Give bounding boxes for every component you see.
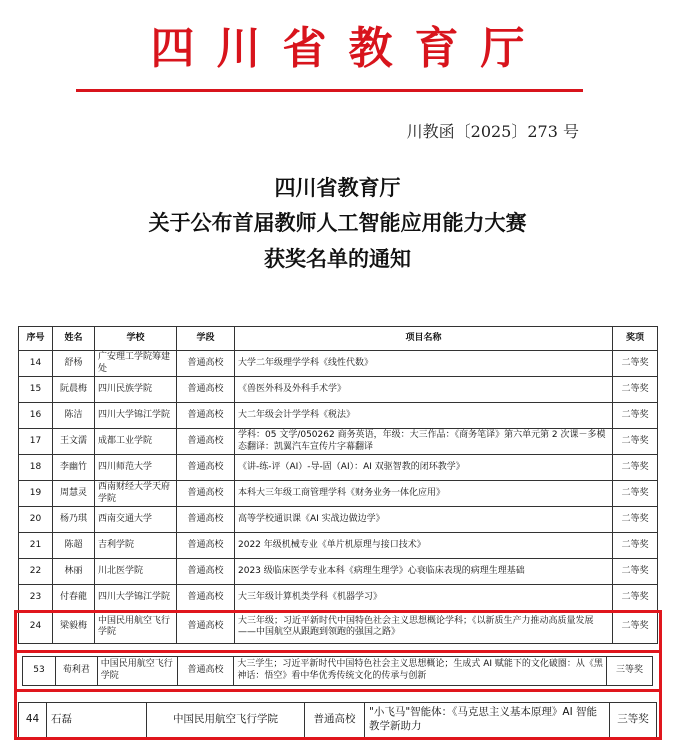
table-row-44 (18, 702, 657, 738)
cell-project: 大学二年级理学学科《线性代数》 (235, 351, 613, 377)
header-stage: 学段 (177, 327, 235, 351)
cell-school: 中国民用航空飞行学院 (147, 703, 305, 737)
cell-project: "小飞马"智能体：《马克思主义基本原理》AI 智能教学新助力 (365, 703, 610, 737)
cell-name: 王文濡 (53, 429, 95, 455)
header-project: 项目名称 (235, 327, 613, 351)
table-header-row (19, 327, 658, 351)
cell-award: 三等奖 (616, 665, 644, 676)
cell-no: 18 (19, 455, 53, 481)
cell-award: 二等奖 (613, 585, 658, 611)
cell-no: 17 (19, 429, 53, 455)
cell-stage: 普通高校 (177, 403, 235, 429)
table-row (19, 533, 658, 559)
cell-award: 二等奖 (613, 481, 658, 507)
cell-stage: 普通高校 (177, 533, 235, 559)
cell-project: 大三学生；习近平新时代中国特色社会主义思想概论；生成式 AI 赋能下的文化破圈：从《黑神话：悟空》看中华优秀传统文化的传承与创新 (234, 657, 607, 685)
cell-award: 二等奖 (613, 507, 658, 533)
cell-name: 付春龍 (53, 585, 95, 611)
header-name: 姓名 (53, 327, 95, 351)
cell-stage: 普通高校 (177, 611, 235, 644)
cell-award: 二等奖 (613, 559, 658, 585)
cell-no: 21 (19, 533, 53, 559)
cell-name: 李幽竹 (53, 455, 95, 481)
cell-project: 大二年级会计学学科《税法》 (235, 403, 613, 429)
cell-stage: 普通高校 (177, 481, 235, 507)
notice-title-line-2: 关于公布首届教师人工智能应用能力大赛 (148, 210, 527, 235)
cell-no: 14 (19, 351, 53, 377)
cell-project: 2023 级临床医学专业本科《病理生理学》心衰临床表现的病理生理基础 (235, 559, 613, 585)
cell-school: 广安理工学院筹建处 (95, 351, 177, 377)
cell-stage: 普通高校 (177, 559, 235, 585)
cell-award: 二等奖 (613, 351, 658, 377)
cell-award: 三等奖 (617, 713, 649, 726)
cell-name: 荀利君 (56, 657, 98, 685)
cell-no: 22 (19, 559, 53, 585)
table-row (19, 377, 658, 403)
cell-no: 15 (19, 377, 53, 403)
letterhead-divider (76, 89, 583, 92)
table-row-53 (22, 656, 653, 686)
cell-name: 陈洁 (53, 403, 95, 429)
cell-school: 中国民用航空飞行学院 (98, 657, 178, 685)
cell-no: 19 (19, 481, 53, 507)
cell-award: 二等奖 (613, 429, 658, 455)
cell-no: 24 (19, 611, 53, 644)
table-row (19, 585, 658, 611)
header-award: 奖项 (613, 327, 658, 351)
table-row (19, 559, 658, 585)
cell-project: 本科大三年级工商管理学科《财务业务一体化应用》 (235, 481, 613, 507)
cell-award: 二等奖 (613, 533, 658, 559)
cell-award: 二等奖 (613, 455, 658, 481)
cell-school: 川北医学院 (95, 559, 177, 585)
cell-stage: 普通高校 (177, 507, 235, 533)
award-table (18, 326, 658, 644)
table-row (19, 507, 658, 533)
letterhead-title: 四川省教育厅 (150, 23, 547, 74)
cell-no: 16 (19, 403, 53, 429)
cell-school: 四川大学锦江学院 (95, 403, 177, 429)
cell-name: 周慧灵 (53, 481, 95, 507)
cell-award: 二等奖 (613, 403, 658, 429)
cell-name: 杨乃琪 (53, 507, 95, 533)
table-row (19, 403, 658, 429)
cell-stage: 普通高校 (177, 351, 235, 377)
cell-stage: 普通高校 (177, 377, 235, 403)
table-row (19, 351, 658, 377)
cell-name: 舒杨 (53, 351, 95, 377)
cell-project: 学科：05 文学/050262 商务英语，年级：大三作品：《商务笔译》第六单元第 2 次课－多模态翻译：凯翼汽车宣传片字幕翻译 (235, 429, 613, 455)
header-no: 序号 (19, 327, 53, 351)
table-row (19, 429, 658, 455)
cell-project: 大三年级；习近平新时代中国特色社会主义思想概论学科；《以新质生产力推动高质量发展——中国航空从跟跑到领跑的强国之路》 (235, 611, 613, 644)
cell-stage: 普通高校 (177, 585, 235, 611)
cell-school: 四川民族学院 (95, 377, 177, 403)
cell-name: 石磊 (47, 703, 147, 737)
cell-school: 四川师范大学 (95, 455, 177, 481)
cell-project: 大三年级计算机类学科《机器学习》 (235, 585, 613, 611)
cell-stage: 普通高校 (178, 657, 235, 685)
notice-title-line-1: 四川省教育厅 (274, 175, 401, 200)
cell-no: 20 (19, 507, 53, 533)
cell-project: 《兽医外科及外科手术学》 (235, 377, 613, 403)
cell-name: 林丽 (53, 559, 95, 585)
document-number: 川教函〔2025〕273 号 (406, 122, 579, 141)
table-row (19, 455, 658, 481)
cell-name: 阮晨梅 (53, 377, 95, 403)
header-school: 学校 (95, 327, 177, 351)
cell-name: 梁毅梅 (53, 611, 95, 644)
cell-award: 二等奖 (613, 377, 658, 403)
cell-no: 53 (23, 657, 56, 685)
cell-project: 《讲-练-评（AI）-导-固（AI）：AI 双驱智教的闭环教学》 (235, 455, 613, 481)
cell-name: 陈超 (53, 533, 95, 559)
cell-project: 高等学校通识课《AI 实战边做边学》 (235, 507, 613, 533)
cell-school: 西南交通大学 (95, 507, 177, 533)
cell-stage: 普通高校 (305, 703, 365, 737)
cell-school: 成都工业学院 (95, 429, 177, 455)
cell-school: 西南财经大学天府学院 (95, 481, 177, 507)
table-row (19, 611, 658, 644)
notice-title-line-3: 获奖名单的通知 (264, 246, 411, 271)
cell-no: 23 (19, 585, 53, 611)
cell-stage: 普通高校 (177, 429, 235, 455)
cell-school: 吉利学院 (95, 533, 177, 559)
cell-project: 2022 年级机械专业《单片机原理与接口技术》 (235, 533, 613, 559)
cell-school: 中国民用航空飞行学院 (95, 611, 177, 644)
cell-no: 44 (19, 703, 47, 737)
cell-stage: 普通高校 (177, 455, 235, 481)
cell-award: 二等奖 (613, 611, 658, 644)
cell-school: 四川大学锦江学院 (95, 585, 177, 611)
table-row (19, 481, 658, 507)
